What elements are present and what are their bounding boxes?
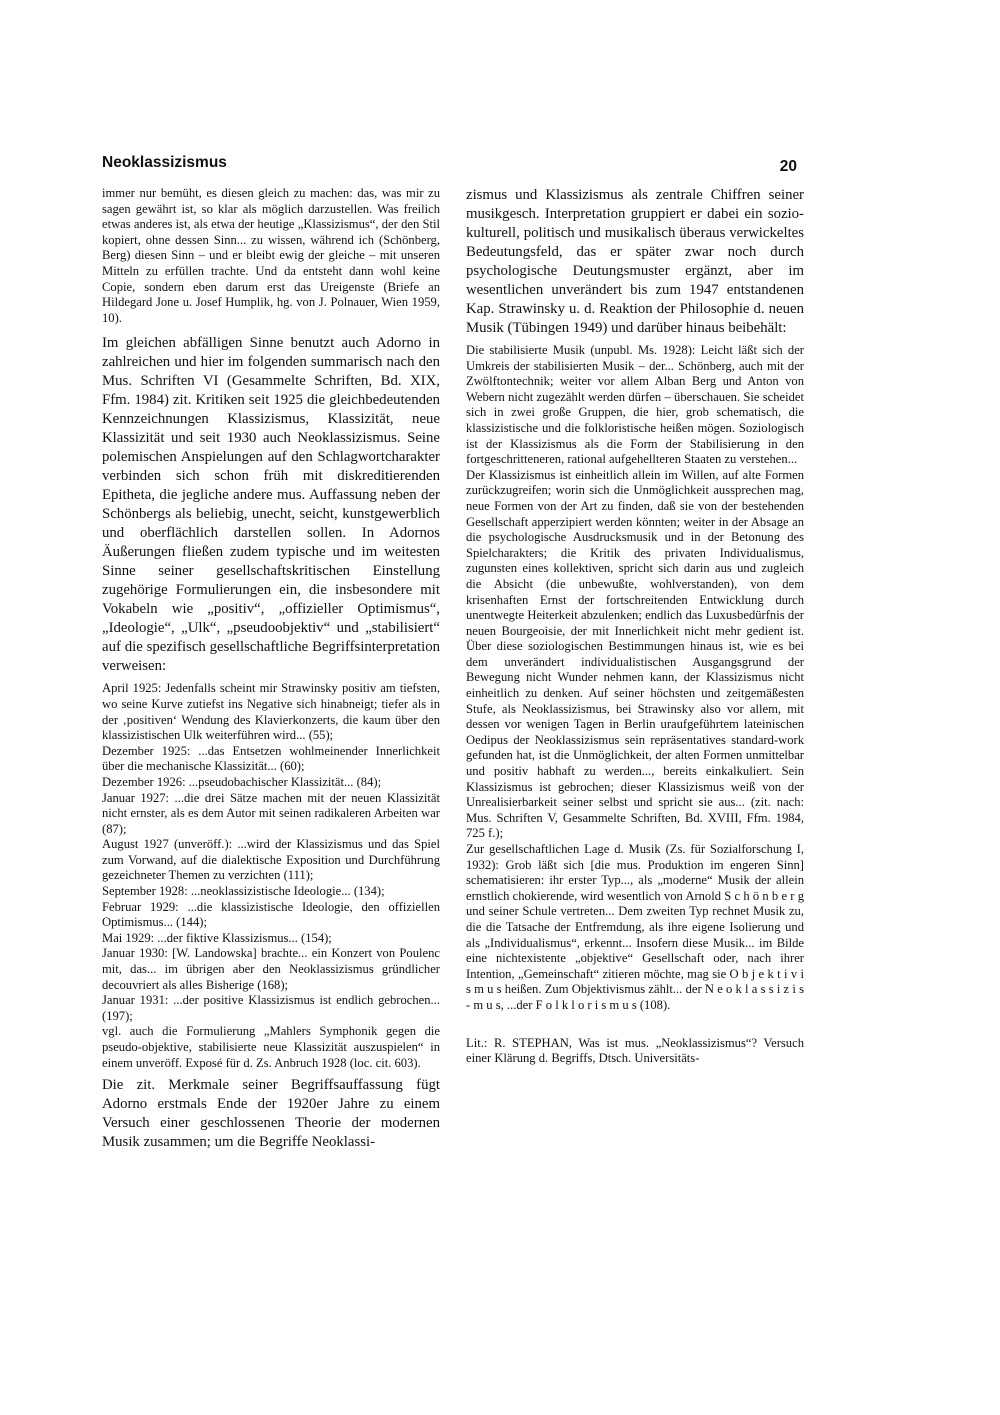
quote-september-1928: September 1928: ...neoklassizistische Ideologie... (134); [102, 884, 385, 899]
literature-reference: Lit.: R. STEPHAN, Was ist mus. „Neoklassizismus“? Versuch einer Klärung d. Begriffs, Dtsch. Universitäts- [466, 1035, 804, 1066]
quote-vgl-mahler: vgl. auch die Formulierung „Mahlers Symphonik gegen die pseudo-objektive, stabilisierte neue Klassizität auszuspielen“ in einem unveröff. Exposé für d. Zs. Anbruch 1928 (loc. cit. 603). [102, 1024, 440, 1070]
quote-januar-1930: Januar 1930: [W. Landowska] brachte... ein Konzert von Poulenc mit, das... im übrigen aber den Neoklassizismus gründlicher decouvriert als alles Bisherige (168); [102, 946, 440, 992]
quote-gesellschaftliche-lage: Zur gesellschaftlichen Lage d. Musik (Zs. für Sozialforschung I, 1932): Grob läßt sich [die mus. Produktion im engeren Sinn] schematisieren: ihr erster Typ..., als „moderne“ Musik der allein ernstlich chokierende, wird wesentlich von Arnold S c h ö n b e r g und seiner Schule vertreten... Dem zweiten Typ rechnet Musik zu, die die Tatsache der Entfremdung, als ihre eigene Isolierung und als „Individualismus“, erkennt... Insofern diese Musik... im Bilde eine nichtexistente „objektive“ Gesellschaft oder, nach ihrer Intention, „Gemeinschaft“ zitieren möchte, mag sie O b j e k t i v i s m u s heißen. Zum Objektivismus zählt... der N e o k l a s s i z i s - m u s, ...der F o l k l o r i s m u s (108). [466, 842, 804, 1012]
continuation-paragraph: zismus und Klassizismus als zentrale Chiffren seiner musikgesch. Interpretation gruppiert er dabei ein sozio-kulturell, politisch und musikalisch überaus verwickeltes Bedeutungsfeld, das er später zwar noch durch psychologische Deutungsmuster ergänzt, aber im wesentlichen unverändert bis zum 1947 entstandenen Kap. Strawinsky u. d. Reaktion der Philosophie d. neuen Musik (Tübingen 1949) und darüber hinaus beibehält: [466, 187, 804, 336]
page-header [102, 154, 797, 176]
right-column [466, 186, 804, 1067]
adorno-quotes-list [102, 681, 440, 1071]
entry-title: Neoklassizismus [102, 154, 227, 171]
quote-dezember-1926: Dezember 1926: ...pseudobachischer Klassizität... (84); [102, 774, 382, 789]
quote-januar-1927: Januar 1927: ...die drei Sätze machen mit der neuen Klassizität nicht ernster, als es dem Autor mit seinen radikaleren Arbeiten war (87); [102, 790, 440, 836]
quote-januar-1931: Januar 1931: ...der positive Klassizismus ist endlich gebrochen... (197); [102, 993, 440, 1023]
closing-paragraph: Die zit. Merkmale seiner Begriffsauffassung fügt Adorno erstmals Ende der 1920er Jahre zu einem Versuch einer geschlossenen Theorie der modernen Musik zusammen; um die Begriffe Neoklassi- [102, 1077, 440, 1151]
quote-august-1927: August 1927 (unveröff.): ...wird der Klassizismus und das Spiel zum Vorwand, auf die dialektische Exposition und Durchführung gezeichneter Themen zu verzichten (111); [102, 837, 440, 883]
quote-februar-1929: Februar 1929: ...die klassizistische Ideologie, den offiziellen Optimismus... (144); [102, 899, 440, 930]
left-column [102, 186, 440, 1152]
page-number: 20 [779, 158, 797, 175]
quote-dezember-1925: Dezember 1925: ...das Entsetzen wohlmeinender Innerlichkeit über die mechanische Klassizität... (60); [102, 743, 440, 774]
quote-stabilisierte-musik: Die stabilisierte Musik (unpubl. Ms. 1928): Leicht läßt sich der Umkreis der stabilisierten Musik – der... Schönberg, auch mit der Zwölftontechnik; weiter vor allem Alban Berg und Anton von Webern nicht zugezählt werden dürfen – überschauen. Sie scheidet sich in zwei große Gruppen, die hier, grob schematisch, die klassizistische und die folkloristische heißen mögen. Soziologisch ist der Klassizismus als die Form der Stabilisierung in den fortgeschritteneren, rational aufgehellteren Staaten zu verstehen... [466, 343, 804, 467]
quote-mai-1929: Mai 1929: ...der fiktive Klassizismus... (154); [102, 930, 332, 945]
adorno-paragraph: Im gleichen abfälligen Sinne benutzt auch Adorno in zahlreichen und hier im folgenden summarisch nach den Mus. Schriften VI (Gesammelte Schriften, Bd. XIX, Ffm. 1984) zit. Kritiken seit 1925 die gleichbedeutenden Kennzeichnungen Klassizismus, Klassizität, neue Klassizität und seit 1930 auch Neoklassizismus. Seine polemischen Anspielungen auf den Schlagwortcharakter verbinden sich schon früh mit diskreditierenden Epitheta, die jegliche andere mus. Auffassung neben der Schönbergs als beliebig, unecht, seicht, kunstgewerblich und oberflächlich darstellen sollen. In Adornos Äußerungen fließen zudem typische und im weitesten Sinne seiner gesellschaftskritischen Einstellung zugehörige Formulierungen ein, die insbesondere mit Vokabeln wie „positiv“, „offizieller Optimismus“, „Ideologie“, „Ulk“, „pseudoobjektiv“ und „stabilisiert“ auf die spezifisch gesellschaftliche Begriffsinterpretation verweisen: [102, 335, 440, 675]
quote-klassizismus-einheitlich: Der Klassizismus ist einheitlich allein im Willen, auf alte Formen zurückzugreifen; worin sich die Unmöglichkeit aussprechen mag, neue Formen von der Art zu finden, daß sie von der bestehenden Gesellschaft apperzipiert werden könnten; weiter in der Absage an die psychologische Ausdrucksmusik und in der Betonung des Spielcharakters; die Kritik des privaten Individualismus, zugunsten eines kollektiven, spricht sich darin aus und zugleich die Absicht (die unbewußte, wohlverstanden), von dem krisenhaften Ernst der fortschreitenden Entwicklung durch unentwegte Heiterkeit abzulenken; endlich das Luxusbedürfnis der neuen Bourgeoisie, der mit Innerlichkeit nicht mehr gedient ist. Über diese soziologischen Bestimmungen hinaus ist, wie es bei dem unverändert individualistischen Ausgangsgrund der Bewegung nicht Wunder nehmen kann, der Klassizismus nicht einheitlich zu denken. Auf seiner höchsten und zeitgemäßesten Stufe, als Neoklassizismus, bei Strawinsky also vor allem, mit dessen vor wenigen Tagen in Berlin uraufgeführtem lateinischen Oedipus der Neoklassizismus sein repräsentatives standard-work gefunden hat, ist die Unmöglichkeit, der alten Formen unmittelbar und positiv habhaft zu werden..., bereits einkalkuliert. Sein Klassizismus ist gebrochen; dieser Klassizismus weiß von der Unrealisierbarkeit seiner selbst und spricht sie aus... (zit. nach: Mus. Schriften V, Gesammelte Schriften, Bd. XVIII, Ffm. 1984, 725 f.); [466, 467, 804, 841]
webern-quote: immer nur bemüht, es diesen gleich zu machen: das, was mir zu sagen gewährt ist, so klar als möglich darzustellen. Was freilich etwas anderes ist, als etwa der heutige „Klassizismus“, der den Stil kopiert, ohne dessen Sinn... zu wissen, während ich (Schönberg, Berg) diesen Sinn – und er bleibt ewig der gleiche – mit unseren Mitteln zu erfüllen trachte. Und da entsteht dann wohl keine Copie, sondern eben darum erst das Ureigenste (Briefe an Hildegard Jone u. Josef Humplik, hg. von J. Polnauer, Wien 1959, 10). [102, 186, 440, 325]
quote-april-1925: April 1925: Jedenfalls scheint mir Strawinsky positiv am tiefsten, wo seine Kurve zutiefst ins Negative sich hinabneigt; tiefer als in der ‚positiven‘ Wendung des Klavierkonzerts, die kaum über den klassizistischen Ulk weiterführen wird... (55); [102, 681, 440, 743]
